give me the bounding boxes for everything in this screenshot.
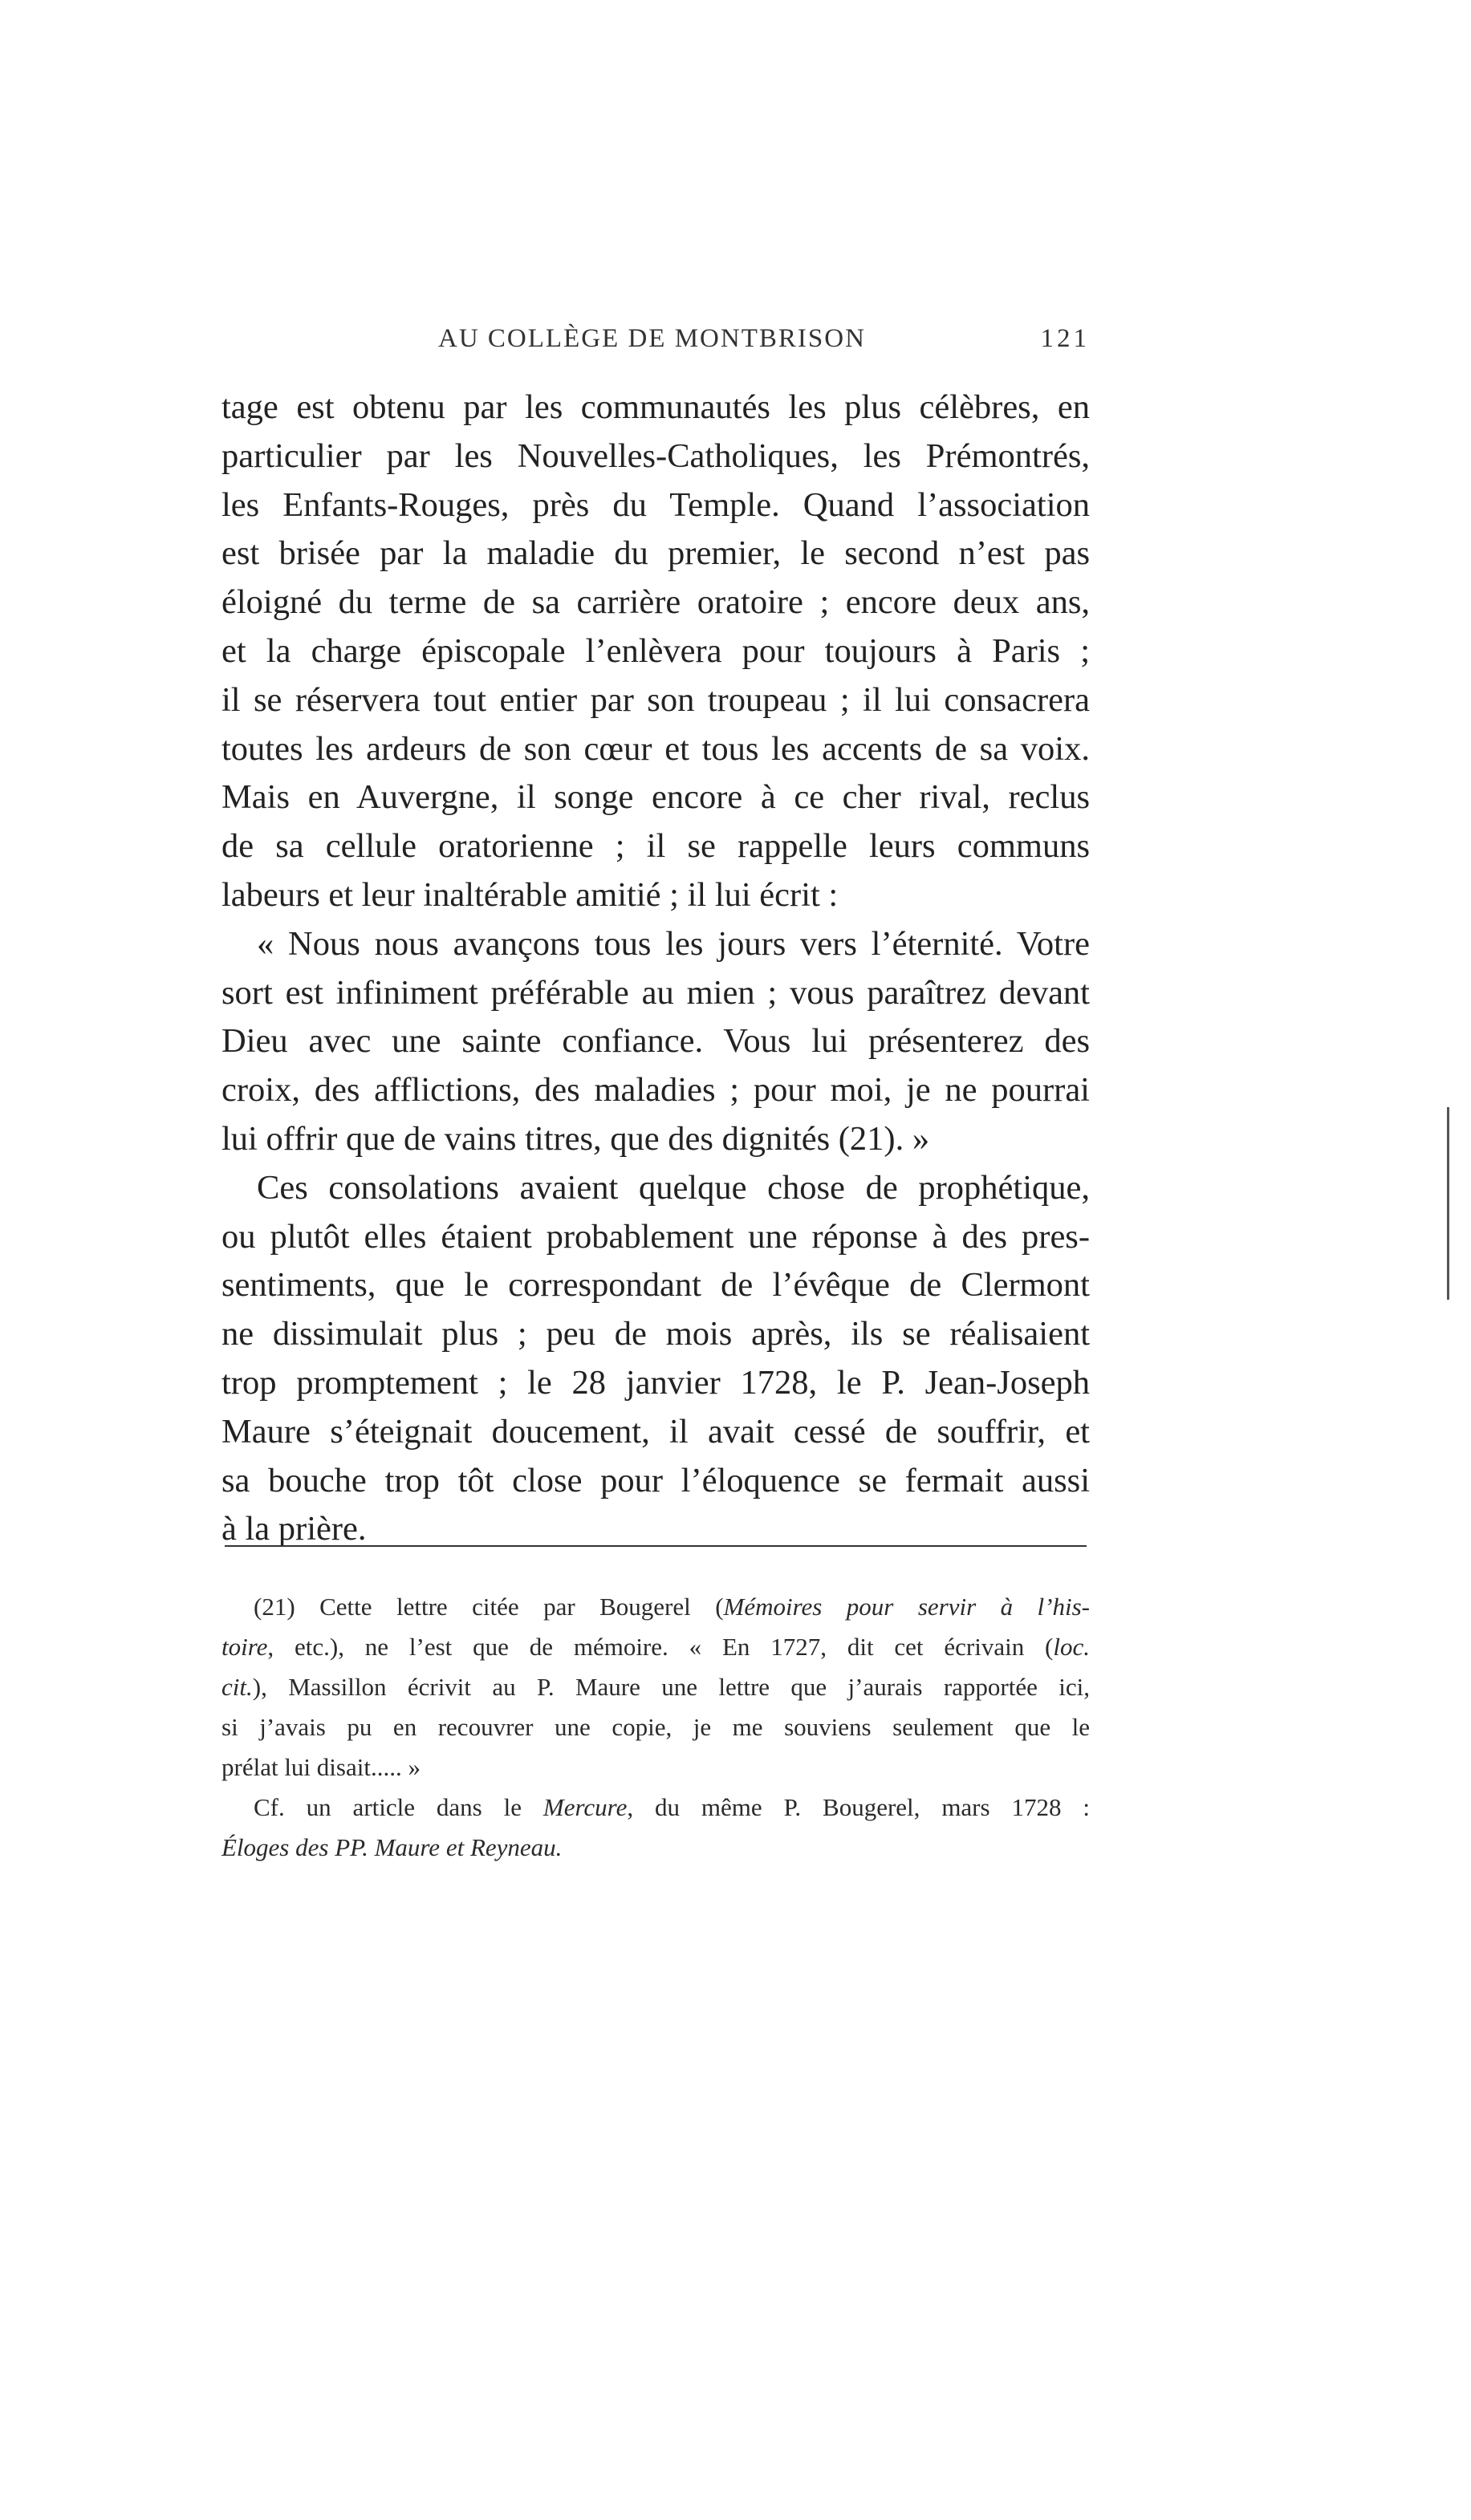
- text-line: labeurs et leur inaltérable amitié ; il lui écrit :: [221, 875, 839, 914]
- text-line: particulier par les Nouvelles-Catholiques, les Prémontrés,: [221, 436, 1090, 475]
- footnote-line: toire, etc.), ne l’est que de mémoire. « En 1727, dit cet écrivain (loc.: [221, 1633, 1090, 1661]
- text-line: il se réservera tout entier par son troupeau ; il lui consacrera: [221, 680, 1090, 719]
- page-number: 121: [1040, 324, 1090, 353]
- footnote-line: si j’avais pu en recouvrer une copie, je me souviens seulement que le: [221, 1713, 1090, 1741]
- text-line: toutes les ardeurs de son cœur et tous les accents de sa voix.: [221, 729, 1090, 768]
- footnote-21: [221, 1587, 1090, 1788]
- footnote-line: prélat lui disait..... »: [221, 1753, 421, 1781]
- text-line: les Enfants-Rouges, près du Temple. Quand l’association: [221, 485, 1090, 524]
- text-line: tage est obtenu par les communautés les plus célèbres, en: [221, 388, 1090, 426]
- paragraph-3: [221, 1164, 1090, 1554]
- scan-edge-mark: [1447, 1107, 1449, 1300]
- text-line: sa bouche trop tôt close pour l’éloquence se fermait aussi: [221, 1461, 1090, 1499]
- paragraph-2-quotation: [221, 920, 1090, 1164]
- footnote-line: Éloges des PP. Maure et Reyneau.: [221, 1833, 563, 1861]
- footnote-line: Cf. un article dans le Mercure, du même P. Bougerel, mars 1728 :: [254, 1793, 1090, 1821]
- running-head: [221, 324, 1090, 364]
- text-line: est brisée par la maladie du premier, le second n’est pas: [221, 534, 1090, 573]
- text-line: croix, des afflictions, des maladies ; pour moi, je ne pourrai: [221, 1071, 1090, 1110]
- footnote-line: (21) Cette lettre citée par Bougerel (Mémoires pour servir à l’his-: [254, 1593, 1090, 1621]
- main-text: [221, 383, 1090, 1554]
- text-line: lui offrir que de vains titres, que des dignités (21). »: [221, 1119, 930, 1158]
- text-line: et la charge épiscopale l’enlèvera pour toujours à Paris ;: [221, 631, 1090, 670]
- footnote-divider: [225, 1545, 1087, 1547]
- text-line: trop promptement ; le 28 janvier 1728, le P. Jean-Joseph: [221, 1363, 1090, 1402]
- text-line: Mais en Auvergne, il songe encore à ce cher rival, reclus: [221, 778, 1090, 817]
- text-line: ne dissimulait plus ; peu de mois après, ils se réalisaient: [221, 1315, 1090, 1353]
- text-line: Ces consolations avaient quelque chose de prophétique,: [257, 1168, 1090, 1207]
- text-line: Dieu avec une sainte confiance. Vous lui présenterez des: [221, 1022, 1090, 1061]
- text-line: à la prière.: [221, 1510, 367, 1548]
- footnote-cf: [221, 1788, 1090, 1868]
- text-line: sort est infiniment préférable au mien ; vous paraîtrez devant: [221, 973, 1090, 1012]
- text-line: sentiments, que le correspondant de l’évêque de Clermont: [221, 1266, 1090, 1305]
- footnotes: [221, 1587, 1090, 1868]
- footnote-line: cit.), Massillon écrivit au P. Maure une lettre que j’aurais rapportée ici,: [221, 1673, 1090, 1701]
- text-line: ou plutôt elles étaient probablement une réponse à des pres-: [221, 1217, 1090, 1256]
- text-line: éloigné du terme de sa carrière oratoire ; encore deux ans,: [221, 583, 1090, 622]
- text-line: Maure s’éteignait doucement, il avait cessé de souffrir, et: [221, 1412, 1090, 1451]
- paragraph-1: [221, 383, 1090, 920]
- text-line: « Nous nous avançons tous les jours vers l’éternité. Votre: [257, 924, 1090, 963]
- text-line: de sa cellule oratorienne ; il se rappelle leurs communs: [221, 827, 1090, 866]
- running-title: AU COLLÈGE DE MONTBRISON: [438, 324, 866, 353]
